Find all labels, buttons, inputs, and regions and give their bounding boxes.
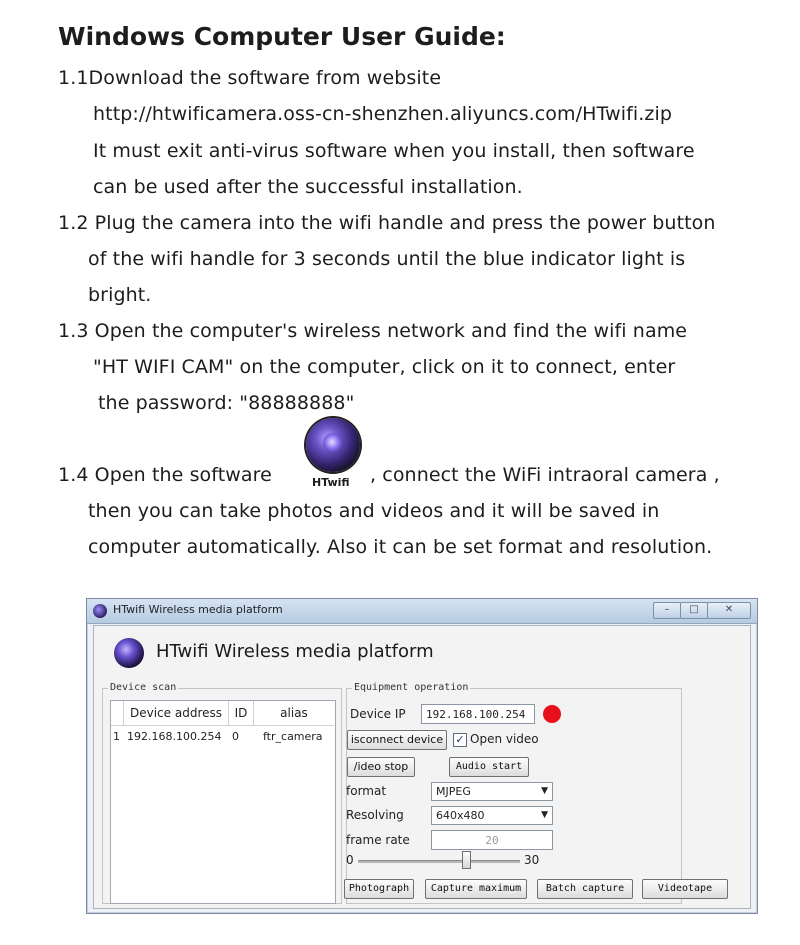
download-url[interactable]: http://htwificamera.oss-cn-shenzhen.aliyuncs.com/HTwifi.zip: [93, 103, 673, 125]
resolving-select[interactable]: [431, 806, 553, 825]
frame-rate-slider-thumb[interactable]: [462, 851, 471, 869]
frame-rate-field[interactable]: 20: [431, 830, 553, 850]
window-body: [93, 625, 751, 909]
table-header-device-address[interactable]: Device address: [124, 701, 229, 726]
video-stop-button[interactable]: /ideo stop: [347, 757, 415, 777]
frame-rate-slider-track[interactable]: [358, 860, 520, 863]
open-video-label: Open video: [470, 732, 539, 746]
step-1-2-line1: 1.2 Plug the camera into the wifi handle and press the power button: [58, 212, 716, 234]
batch-capture-button[interactable]: Batch capture: [537, 879, 633, 899]
format-select[interactable]: [431, 782, 553, 801]
step-1-4-line3: computer automatically. Also it can be set format and resolution.: [88, 536, 713, 558]
row-index: 1: [113, 730, 120, 743]
step-1-3-line1: 1.3 Open the computer's wireless network and find the wifi name: [58, 320, 688, 342]
step-1-4-line2: then you can take photos and videos and it will be saved in: [88, 500, 660, 522]
device-scan-label: Device scan: [110, 682, 177, 693]
guide-title: Windows Computer User Guide:: [58, 22, 506, 51]
table-header-id[interactable]: ID: [229, 701, 254, 726]
capture-maximum-button[interactable]: Capture maximum: [425, 879, 527, 899]
htwifi-logo: [304, 418, 362, 494]
format-select-value: MJPEG: [436, 785, 471, 798]
table-header-alias[interactable]: alias: [254, 701, 334, 726]
header-title: HTwifi Wireless media platform: [156, 641, 434, 662]
step-1-3-line2: "HT WIFI CAM" on the computer, click on it to connect, enter: [93, 356, 676, 378]
open-video-checkbox[interactable]: ✓: [453, 733, 467, 747]
header-app-icon: [114, 638, 144, 668]
format-label: format: [346, 784, 387, 798]
window-titlebar[interactable]: [87, 599, 757, 624]
resolving-label: Resolving: [346, 808, 404, 822]
videotape-button[interactable]: Videotape: [642, 879, 728, 899]
device-ip-label: Device IP: [350, 707, 406, 721]
maximize-button[interactable]: □: [680, 602, 708, 619]
disconnect-device-button[interactable]: isconnect device: [347, 730, 447, 750]
step-1-2-line2: of the wifi handle for 3 seconds until the blue indicator light is: [88, 248, 686, 270]
row-id: 0: [232, 730, 239, 743]
row-device-address: 192.168.100.254: [127, 730, 222, 743]
resolving-select-value: 640x480: [436, 809, 485, 822]
step-1-3-line3: the password: "88888888": [98, 392, 355, 414]
step-1-4-line1-prefix: 1.4 Open the software: [58, 464, 272, 486]
slider-min-label: 0: [346, 853, 354, 867]
slider-max-label: 30: [524, 853, 540, 867]
table-row[interactable]: [111, 726, 335, 748]
step-1-1-note-line2: can be used after the successful installation.: [93, 176, 523, 198]
htwifi-logo-caption: HTwifi: [312, 476, 350, 489]
chevron-down-icon: ▼: [541, 810, 548, 820]
photograph-button[interactable]: Photograph: [344, 879, 414, 899]
device-ip-field[interactable]: 192.168.100.254: [421, 704, 535, 724]
chevron-down-icon: ▼: [541, 786, 548, 796]
table-header-index: [111, 701, 124, 726]
htwifi-app-icon: [306, 418, 360, 472]
window-title: HTwifi Wireless media platform: [113, 603, 283, 616]
window-app-icon: [93, 604, 107, 618]
audio-start-button[interactable]: Audio start: [449, 757, 529, 777]
step-1-4-line1-suffix: , connect the WiFi intraoral camera ,: [370, 464, 720, 486]
minimize-button[interactable]: –: [653, 602, 681, 619]
row-alias: ftr_camera: [263, 730, 323, 743]
step-1-1-note-line1: It must exit anti-virus software when you install, then software: [93, 140, 695, 162]
close-button[interactable]: ✕: [707, 602, 751, 619]
step-1-1: 1.1Download the software from website: [58, 67, 442, 89]
app-window: [86, 598, 758, 914]
frame-rate-label: frame rate: [346, 833, 410, 847]
status-dot: [543, 705, 561, 723]
step-1-2-line3: bright.: [88, 284, 152, 306]
equipment-operation-label: Equipment operation: [354, 682, 469, 693]
device-table: [110, 700, 336, 904]
